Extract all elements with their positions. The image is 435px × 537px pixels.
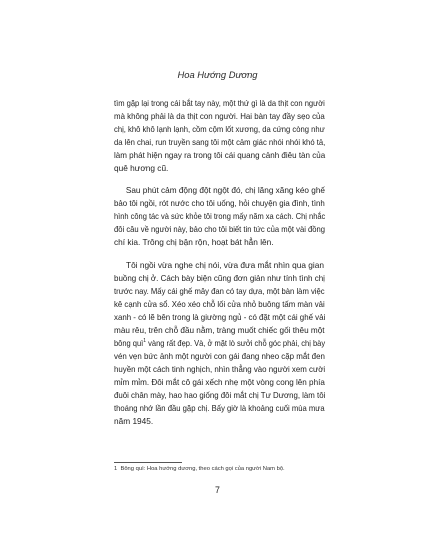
text-line: vén vẹn bức ảnh một người con gái đang nheo cặp mắt đen: [114, 350, 325, 361]
text-segment: bông quì: [114, 337, 144, 348]
text-segment: vàng rất đẹp. Và, ở mặt lò sưởi chỗ góc phải, chị bày: [146, 337, 326, 348]
text-line: chí kia. Trông chị bận rộn, hoạt bát hẳn lên.: [114, 237, 274, 248]
text-line: bảo tôi ngồi, rót nước cho tôi uống, hỏi chuyện gia đình, tình: [114, 198, 325, 209]
text-line: chị, khô khô lạnh lạnh, cồm cộm lốt xương, da cứng còng như: [114, 124, 325, 135]
footnote-rule: [114, 462, 182, 463]
footnote: [114, 465, 334, 473]
text-line: mà không phải là da thịt con người. Hai bàn tay đầy sẹo của: [114, 111, 325, 122]
text-line: màu rêu, trên chỗ đầu nằm, tràng muốt chiếc gối thêu một: [114, 324, 325, 335]
text-line: trước nay. Mấy cái ghế mây đan có tay dựa, một bàn làm việc: [114, 285, 325, 296]
text-line: thoáng nhớ lần đầu gặp chị. Bấy giờ là khoảng cuối mùa mưa: [114, 403, 325, 414]
paragraph: [114, 184, 325, 249]
text-line: hình công tác và sức khỏe tôi trong mấy năm xa cách. Chị nhắc: [114, 211, 326, 222]
page-number: 7: [215, 485, 220, 495]
text-line: da lên chai, run truyền sang tôi một cảm giác nhói nhói khó tả,: [114, 137, 326, 148]
text-line: huyền một cách tinh nghịch, nhìn thẳng vào người xem cười: [114, 363, 326, 374]
running-header: Hoa Hướng Dương: [177, 69, 258, 80]
text-line: Sau phút cảm động đột ngột đó, chị lăng xăng kéo ghế: [125, 185, 325, 196]
footnote-marker: 1: [143, 338, 147, 345]
text-line: quê hương cũ.: [114, 163, 169, 174]
paragraph: [114, 259, 325, 429]
text-line: Tôi ngồi vừa nghe chị nói, vừa đưa mắt nhìn qua gian: [126, 259, 324, 270]
text-line: buồng chị ở. Cách bày biện cũng đơn giản như tính tình chị: [114, 272, 325, 283]
footnote-number: 1: [114, 466, 118, 472]
text-line: đuôi chân mày, hao hao giống đôi mắt chị Tư Dương, làm tôi: [114, 389, 326, 400]
text-line: mỉm mỉm. Đôi mắt cô gái xếch nhẹ một vòng cong lên phía: [114, 376, 325, 387]
text-line: tìm gặp lại trong cái bắt tay này, một thứ gì là da thịt con người: [114, 98, 325, 108]
footnote-text: Bông quì: Hoa hướng dương, theo cách gọi của người Nam bộ.: [120, 466, 285, 472]
text-line: đôi câu về người này, bảo cho tôi biết tin tức của một vài đồng: [114, 224, 326, 235]
text-line: [114, 337, 326, 350]
paragraph: [114, 97, 325, 175]
body-text: [114, 97, 325, 437]
text-line: xanh - có lẽ bên trong là giường ngủ - có đặt một cái ghế vải: [114, 311, 326, 322]
text-line: kê cạnh cửa sổ. Xéo xéo chỗ lối cửa nhỏ buông tấm màn vải: [114, 298, 325, 309]
text-line: làm phát hiện ngay ra trong tôi cái quang cảnh điêu tàn của: [114, 150, 326, 161]
text-line: năm 1945.: [114, 416, 154, 427]
